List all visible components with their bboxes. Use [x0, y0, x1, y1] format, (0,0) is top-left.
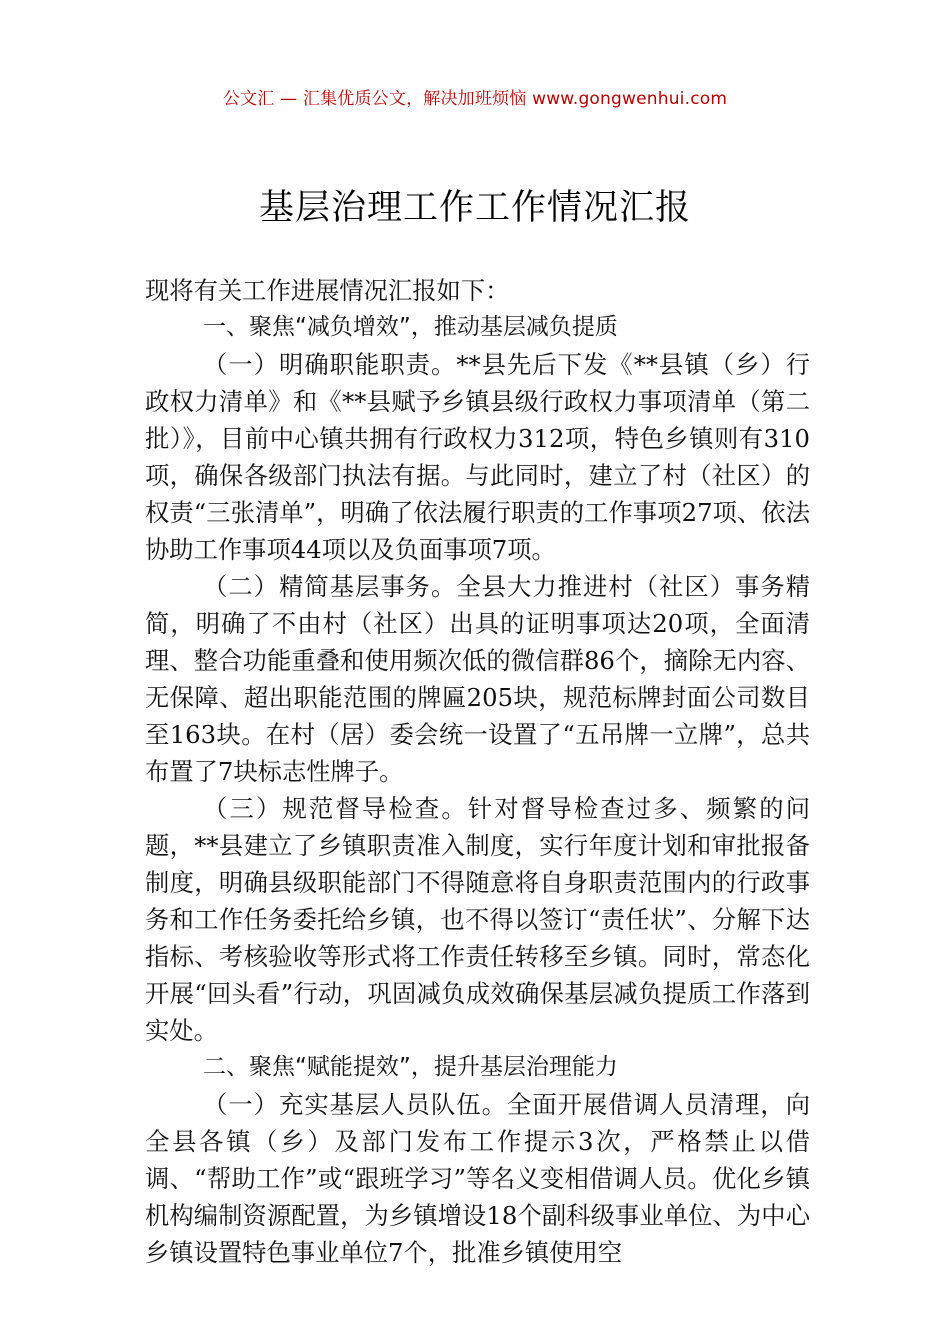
- body-paragraph: （二）精简基层事务。全县大力推进村（社区）事务精简，明确了不由村（社区）出具的证明事项达20项，全面清理、整合功能重叠和使用频次低的微信群86个，摘除无内容、无保障、超出职能范围的牌匾205块，规范标牌封面公司数目至163块。在村（居）委会统一设置了“五吊牌一立牌”，总共布置了7块标志性牌子。: [145, 572, 810, 786]
- section-heading-2: 二、聚焦“赋能提效”，提升基层治理能力: [203, 1054, 618, 1080]
- body-paragraph: （一）充实基层人员队伍。全面开展借调人员清理，向全县各镇（乡）及部门发布工作提示3次，严格禁止以借调、“帮助工作”或“跟班学习”等名义变相借调人员。优化乡镇机构编制资源配置，为乡镇增设18个副科级事业单位、为中心乡镇设置特色事业单位7个，批准乡镇使用空: [145, 1090, 810, 1267]
- intro-paragraph: 现将有关工作进展情况汇报如下：: [145, 276, 510, 305]
- site-banner: 公文汇 — 汇集优质公文，解决加班烦恼 www.gongwenhui.com: [222, 89, 728, 109]
- body-paragraph: （三）规范督导检查。针对督导检查过多、频繁的问题，**县建立了乡镇职责准入制度，实行年度计划和审批报备制度，明确县级职能部门不得随意将自身职责范围内的行政事务和工作任务委托给乡镇，也不得以签订“责任状”、分解下达指标、考核验收等形式将工作责任转移至乡镇。同时，常态化开展“回头看”行动，巩固减负成效确保基层减负提质工作落到实处。: [145, 794, 810, 1045]
- document-title: 基层治理工作工作情况汇报: [258, 188, 691, 228]
- body-paragraph: （一）明确职能职责。**县先后下发《**县镇（乡）行政权力清单》和《**县赋予乡镇县级行政权力事项清单（第二批）》，目前中心镇共拥有行政权力312项，特色乡镇则有310项，确保各级部门执法有据。与此同时，建立了村（社区）的权责“三张清单”，明确了依法履行职责的工作事项27项、依法协助工作事项44项以及负面事项7项。: [145, 350, 810, 564]
- document-body: [145, 272, 810, 1271]
- section-heading-1: 一、聚焦“减负增效”，推动基层减负提质: [203, 314, 618, 340]
